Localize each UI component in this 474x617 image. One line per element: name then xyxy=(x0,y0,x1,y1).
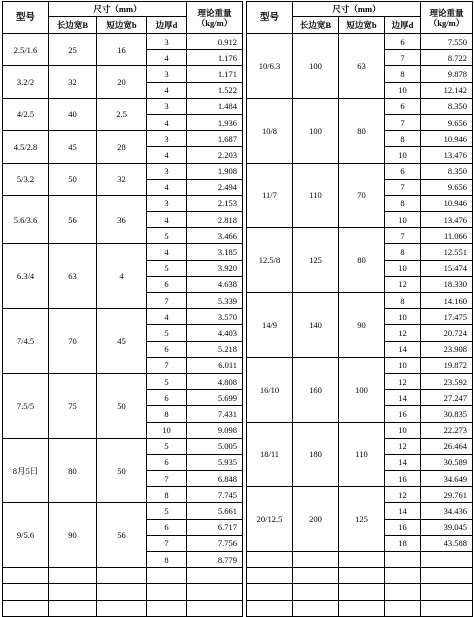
thickness-cell: 4 xyxy=(147,147,187,163)
table-row xyxy=(3,503,243,519)
weight-cell: 29.761 xyxy=(421,487,473,503)
thickness-cell: 10 xyxy=(385,82,421,98)
short-side-cell: 110 xyxy=(339,422,385,487)
empty-cell xyxy=(97,584,147,600)
empty-row xyxy=(3,568,243,584)
long-side-cell: 80 xyxy=(49,438,97,503)
thickness-cell: 14 xyxy=(385,503,421,519)
model-cell: 10/6.3 xyxy=(247,34,293,99)
long-side-cell: 25 xyxy=(49,34,97,66)
empty-row xyxy=(247,600,473,616)
short-side-cell: 20 xyxy=(97,66,147,98)
model-cell: 14/9 xyxy=(247,293,293,358)
model-cell: 7.5/5 xyxy=(3,373,49,438)
thickness-cell: 8 xyxy=(385,131,421,147)
short-side-cell: 45 xyxy=(97,309,147,374)
thickness-cell: 5 xyxy=(147,373,187,389)
long-side-cell: 100 xyxy=(293,34,339,99)
thickness-cell: 10 xyxy=(385,212,421,228)
long-side-cell: 90 xyxy=(49,503,97,568)
weight-cell: 6.011 xyxy=(187,357,243,373)
empty-cell xyxy=(49,568,97,584)
thickness-cell: 14 xyxy=(385,390,421,406)
right-spec-table xyxy=(246,1,473,617)
weight-cell: 12.551 xyxy=(421,244,473,260)
table-row xyxy=(247,34,473,50)
weight-cell: 7.756 xyxy=(187,535,243,551)
empty-row xyxy=(247,552,473,568)
weight-cell: 7.431 xyxy=(187,406,243,422)
model-cell: 20/12.5 xyxy=(247,487,293,552)
short-side-cell: 28 xyxy=(97,131,147,163)
empty-cell xyxy=(293,584,339,600)
size-header: 尺寸（mm） xyxy=(293,2,421,17)
empty-cell xyxy=(421,584,473,600)
model-cell: 5/3.2 xyxy=(3,163,49,195)
short-side-cell: 50 xyxy=(97,438,147,503)
size-header: 尺寸（mm） xyxy=(49,2,187,17)
weight-cell: 18.330 xyxy=(421,276,473,292)
thickness-cell: 10 xyxy=(385,357,421,373)
left-spec-table xyxy=(2,1,243,617)
model-cell: 10/8 xyxy=(247,98,293,163)
long-side-cell: 70 xyxy=(49,309,97,374)
weight-cell: 30.589 xyxy=(421,454,473,470)
table-row xyxy=(3,98,243,114)
model-cell: 12.5/8 xyxy=(247,228,293,293)
weight-cell: 11.066 xyxy=(421,228,473,244)
weight-cell: 13.476 xyxy=(421,212,473,228)
weight-cell: 2.494 xyxy=(187,179,243,195)
weight-cell: 14.160 xyxy=(421,293,473,309)
long-side-cell: 45 xyxy=(49,131,97,163)
empty-row xyxy=(3,584,243,600)
weight-cell: 5.935 xyxy=(187,454,243,470)
model-cell: 9/5.6 xyxy=(3,503,49,568)
weight-cell: 2.153 xyxy=(187,195,243,211)
thickness-cell: 4 xyxy=(147,179,187,195)
table-row xyxy=(247,422,473,438)
left-table-body xyxy=(3,2,243,617)
table-row xyxy=(247,163,473,179)
model-cell: 11/7 xyxy=(247,163,293,228)
long-side-header: 长边宽B xyxy=(49,17,97,34)
empty-cell xyxy=(385,552,421,568)
empty-cell xyxy=(293,600,339,616)
weight-cell: 39.045 xyxy=(421,519,473,535)
empty-cell xyxy=(187,600,243,616)
weight-cell: 20.724 xyxy=(421,325,473,341)
model-cell: 7/4.5 xyxy=(3,309,49,374)
thickness-cell: 8 xyxy=(385,195,421,211)
short-side-cell: 80 xyxy=(339,98,385,163)
table-row xyxy=(3,373,243,389)
weight-cell: 34.436 xyxy=(421,503,473,519)
thickness-cell: 6 xyxy=(147,276,187,292)
weight-cell: 5.005 xyxy=(187,438,243,454)
thickness-cell: 8 xyxy=(147,487,187,503)
empty-cell xyxy=(421,600,473,616)
empty-cell xyxy=(247,552,293,568)
weight-cell: 9.878 xyxy=(421,66,473,82)
empty-row xyxy=(3,600,243,616)
empty-cell xyxy=(3,584,49,600)
weight-cell: 8.779 xyxy=(187,552,243,568)
table-row xyxy=(247,487,473,503)
model-cell: 5.6/3.6 xyxy=(3,195,49,244)
thickness-cell: 4 xyxy=(147,114,187,130)
thickness-cell: 5 xyxy=(147,325,187,341)
short-side-cell: 80 xyxy=(339,228,385,293)
weight-cell: 23.908 xyxy=(421,341,473,357)
thickness-cell: 18 xyxy=(385,535,421,551)
thickness-cell: 12 xyxy=(385,325,421,341)
short-side-header: 短边宽b xyxy=(339,17,385,34)
empty-cell xyxy=(187,568,243,584)
weight-cell: 1.176 xyxy=(187,50,243,66)
empty-cell xyxy=(247,600,293,616)
weight-cell: 3.466 xyxy=(187,228,243,244)
short-side-cell: 50 xyxy=(97,373,147,438)
empty-cell xyxy=(421,552,473,568)
empty-cell xyxy=(147,584,187,600)
thickness-cell: 6 xyxy=(385,34,421,50)
weight-cell: 8.350 xyxy=(421,98,473,114)
thickness-cell: 12 xyxy=(385,487,421,503)
short-side-header: 短边宽b xyxy=(97,17,147,34)
thickness-cell: 4 xyxy=(147,244,187,260)
weight-cell: 1.687 xyxy=(187,131,243,147)
weight-cell: 1.522 xyxy=(187,82,243,98)
empty-cell xyxy=(187,584,243,600)
empty-cell xyxy=(247,584,293,600)
thickness-cell: 14 xyxy=(385,454,421,470)
thickness-cell: 6 xyxy=(147,390,187,406)
thickness-cell: 10 xyxy=(385,260,421,276)
thickness-cell: 7 xyxy=(385,50,421,66)
weight-cell: 1.936 xyxy=(187,114,243,130)
thickness-cell: 8 xyxy=(147,552,187,568)
thickness-cell: 14 xyxy=(385,341,421,357)
weight-cell: 4.403 xyxy=(187,325,243,341)
empty-row xyxy=(247,584,473,600)
model-cell: 6.3/4 xyxy=(3,244,49,309)
weight-cell: 7.550 xyxy=(421,34,473,50)
weight-cell: 26.464 xyxy=(421,438,473,454)
thickness-cell: 16 xyxy=(385,519,421,535)
long-side-cell: 40 xyxy=(49,98,97,130)
thickness-cell: 3 xyxy=(147,66,187,82)
table-row xyxy=(247,98,473,114)
empty-cell xyxy=(293,568,339,584)
empty-cell xyxy=(339,568,385,584)
thickness-cell: 3 xyxy=(147,131,187,147)
thickness-cell: 8 xyxy=(385,293,421,309)
weight-cell: 9.656 xyxy=(421,179,473,195)
weight-cell: 15.474 xyxy=(421,260,473,276)
thickness-cell: 6 xyxy=(385,163,421,179)
weight-cell: 8.350 xyxy=(421,163,473,179)
table-row xyxy=(247,293,473,309)
model-cell: 2.5/1.6 xyxy=(3,34,49,66)
weight-cell: 13.476 xyxy=(421,147,473,163)
short-side-cell: 70 xyxy=(339,163,385,228)
model-cell: 8月5日 xyxy=(3,438,49,503)
thickness-cell: 7 xyxy=(147,535,187,551)
short-side-cell: 4 xyxy=(97,244,147,309)
weight-cell: 7.745 xyxy=(187,487,243,503)
table-row xyxy=(247,228,473,244)
short-side-cell: 36 xyxy=(97,195,147,244)
thickness-cell: 10 xyxy=(385,422,421,438)
weight-cell: 9.098 xyxy=(187,422,243,438)
thickness-header: 边厚d xyxy=(147,17,187,34)
thickness-cell: 4 xyxy=(147,82,187,98)
long-side-cell: 50 xyxy=(49,163,97,195)
weight-cell: 17.475 xyxy=(421,309,473,325)
weight-cell: 12.142 xyxy=(421,82,473,98)
empty-cell xyxy=(339,600,385,616)
weight-cell: 6.717 xyxy=(187,519,243,535)
empty-cell xyxy=(49,584,97,600)
long-side-cell: 160 xyxy=(293,357,339,422)
thickness-cell: 7 xyxy=(147,293,187,309)
model-cell: 18/11 xyxy=(247,422,293,487)
empty-cell xyxy=(97,600,147,616)
weight-cell: 4.638 xyxy=(187,276,243,292)
short-side-cell: 90 xyxy=(339,293,385,358)
weight-cell: 0.912 xyxy=(187,34,243,50)
weight-cell: 10.946 xyxy=(421,131,473,147)
weight-cell: 4.808 xyxy=(187,373,243,389)
weight-cell: 1.171 xyxy=(187,66,243,82)
table-row xyxy=(3,244,243,260)
weight-cell: 6.848 xyxy=(187,471,243,487)
thickness-cell: 10 xyxy=(385,147,421,163)
thickness-cell: 3 xyxy=(147,98,187,114)
table-row xyxy=(247,357,473,373)
thickness-cell: 8 xyxy=(385,66,421,82)
thickness-cell: 6 xyxy=(147,454,187,470)
weight-cell: 22.273 xyxy=(421,422,473,438)
thickness-cell: 4 xyxy=(147,212,187,228)
thickness-cell: 6 xyxy=(147,519,187,535)
weight-cell: 5.661 xyxy=(187,503,243,519)
model-cell: 3.2/2 xyxy=(3,66,49,98)
short-side-cell: 2.5 xyxy=(97,98,147,130)
weight-cell: 2.818 xyxy=(187,212,243,228)
empty-cell xyxy=(49,600,97,616)
weight-cell: 5.339 xyxy=(187,293,243,309)
weight-header: 理论重量（kg/m） xyxy=(187,2,243,34)
thickness-cell: 5 xyxy=(147,228,187,244)
thickness-cell: 12 xyxy=(385,438,421,454)
thickness-cell: 10 xyxy=(385,309,421,325)
thickness-cell: 8 xyxy=(147,406,187,422)
weight-cell: 3.920 xyxy=(187,260,243,276)
empty-row xyxy=(247,568,473,584)
table-row xyxy=(3,163,243,179)
thickness-cell: 8 xyxy=(385,244,421,260)
thickness-header: 边厚d xyxy=(385,17,421,34)
empty-cell xyxy=(3,600,49,616)
empty-cell xyxy=(3,568,49,584)
model-cell: 4/2.5 xyxy=(3,98,49,130)
thickness-cell: 5 xyxy=(147,503,187,519)
short-side-cell: 56 xyxy=(97,503,147,568)
short-side-cell: 32 xyxy=(97,163,147,195)
thickness-cell: 4 xyxy=(147,309,187,325)
weight-cell: 9.656 xyxy=(421,114,473,130)
empty-cell xyxy=(147,600,187,616)
short-side-cell: 63 xyxy=(339,34,385,99)
weight-cell: 10.946 xyxy=(421,195,473,211)
table-row xyxy=(3,195,243,211)
header-row xyxy=(247,2,473,17)
table-row xyxy=(3,309,243,325)
weight-cell: 5.699 xyxy=(187,390,243,406)
empty-cell xyxy=(293,552,339,568)
long-side-cell: 56 xyxy=(49,195,97,244)
weight-cell: 8.722 xyxy=(421,50,473,66)
weight-cell: 1.908 xyxy=(187,163,243,179)
thickness-cell: 4 xyxy=(147,50,187,66)
weight-header: 理论重量（kg/m） xyxy=(421,2,473,34)
right-table-body xyxy=(247,2,473,617)
weight-cell: 30.835 xyxy=(421,406,473,422)
long-side-cell: 125 xyxy=(293,228,339,293)
weight-cell: 3.570 xyxy=(187,309,243,325)
weight-cell: 19.872 xyxy=(421,357,473,373)
header-row xyxy=(3,2,243,17)
empty-cell xyxy=(385,600,421,616)
short-side-cell: 125 xyxy=(339,487,385,552)
thickness-cell: 16 xyxy=(385,406,421,422)
long-side-cell: 32 xyxy=(49,66,97,98)
thickness-cell: 6 xyxy=(385,98,421,114)
long-side-cell: 63 xyxy=(49,244,97,309)
thickness-cell: 12 xyxy=(385,373,421,389)
weight-cell: 3.185 xyxy=(187,244,243,260)
long-side-cell: 75 xyxy=(49,373,97,438)
empty-cell xyxy=(421,568,473,584)
weight-cell: 1.484 xyxy=(187,98,243,114)
long-side-cell: 100 xyxy=(293,98,339,163)
thickness-cell: 5 xyxy=(147,438,187,454)
short-side-cell: 16 xyxy=(97,34,147,66)
model-cell: 16/10 xyxy=(247,357,293,422)
empty-cell xyxy=(385,584,421,600)
thickness-cell: 5 xyxy=(147,260,187,276)
long-side-header: 长边宽B xyxy=(293,17,339,34)
long-side-cell: 110 xyxy=(293,163,339,228)
empty-cell xyxy=(247,568,293,584)
thickness-cell: 3 xyxy=(147,195,187,211)
weight-cell: 43.588 xyxy=(421,535,473,551)
thickness-cell: 10 xyxy=(147,422,187,438)
weight-cell: 23.592 xyxy=(421,373,473,389)
short-side-cell: 100 xyxy=(339,357,385,422)
model-header: 型号 xyxy=(3,2,49,34)
spec-sheet xyxy=(2,1,472,608)
model-cell: 4.5/2.8 xyxy=(3,131,49,163)
thickness-cell: 7 xyxy=(385,114,421,130)
thickness-cell: 7 xyxy=(385,228,421,244)
weight-cell: 2.203 xyxy=(187,147,243,163)
empty-cell xyxy=(385,568,421,584)
table-row xyxy=(3,438,243,454)
empty-cell xyxy=(97,568,147,584)
thickness-cell: 12 xyxy=(385,276,421,292)
thickness-cell: 3 xyxy=(147,163,187,179)
thickness-cell: 7 xyxy=(385,179,421,195)
long-side-cell: 180 xyxy=(293,422,339,487)
weight-cell: 34.649 xyxy=(421,471,473,487)
long-side-cell: 140 xyxy=(293,293,339,358)
table-row xyxy=(3,34,243,50)
table-row xyxy=(3,66,243,82)
table-row xyxy=(3,131,243,147)
empty-cell xyxy=(339,552,385,568)
thickness-cell: 3 xyxy=(147,34,187,50)
thickness-cell: 7 xyxy=(147,357,187,373)
empty-cell xyxy=(339,584,385,600)
thickness-cell: 6 xyxy=(147,341,187,357)
long-side-cell: 200 xyxy=(293,487,339,552)
weight-cell: 27.247 xyxy=(421,390,473,406)
empty-cell xyxy=(147,568,187,584)
weight-cell: 5.218 xyxy=(187,341,243,357)
model-header: 型号 xyxy=(247,2,293,34)
thickness-cell: 16 xyxy=(385,471,421,487)
thickness-cell: 7 xyxy=(147,471,187,487)
